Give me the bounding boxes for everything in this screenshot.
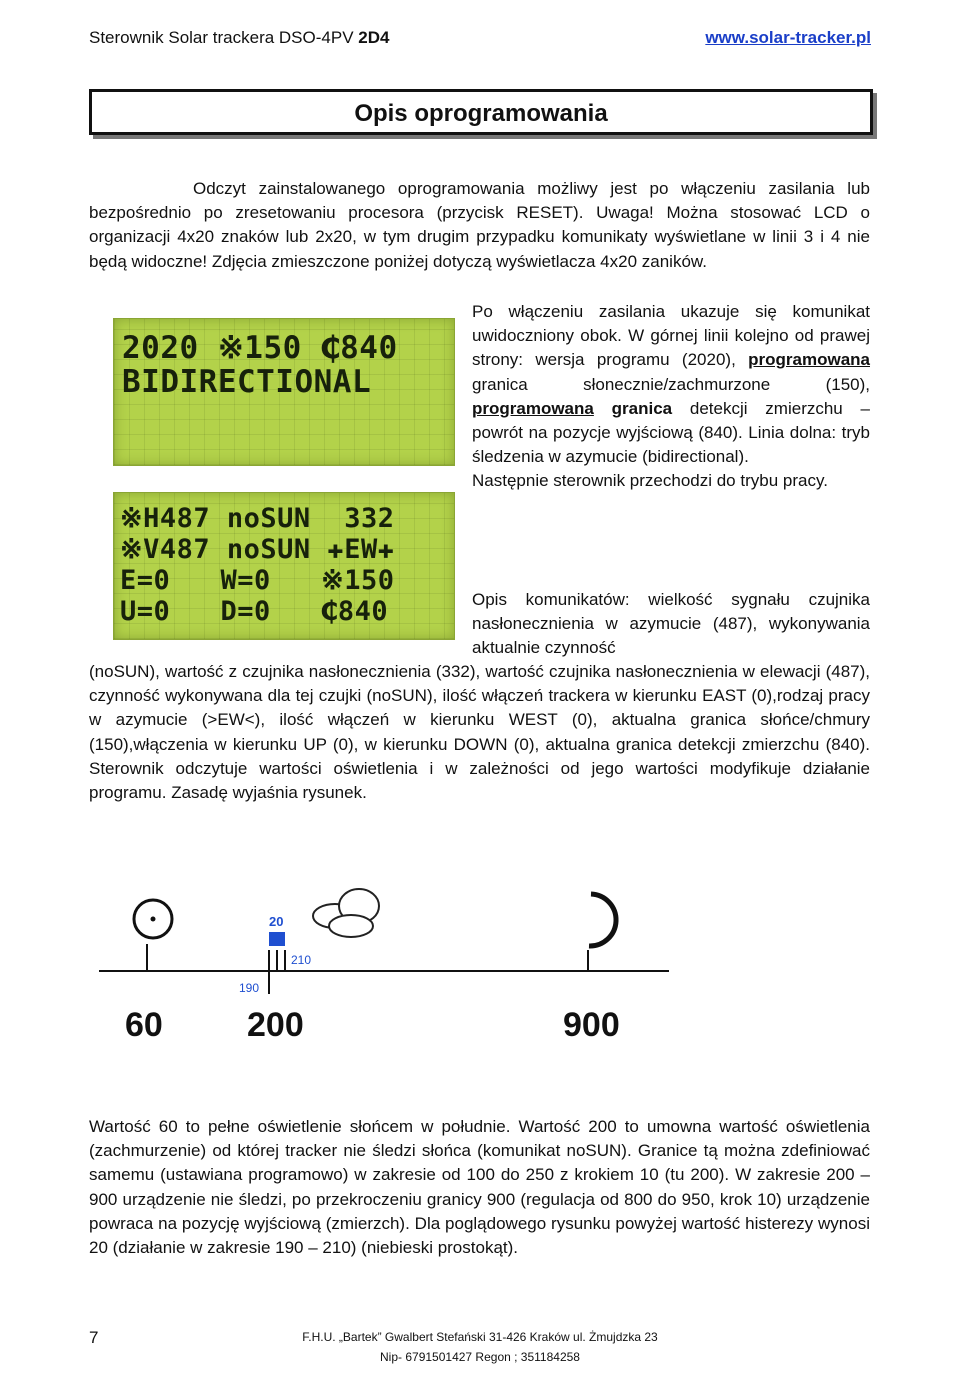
footer-company: F.H.U. „Bartek” Gwalbert Stefański 31-426 Kraków ul. Żmujdzka 23: [302, 1330, 658, 1344]
label-200: 200: [247, 1006, 304, 1044]
next-mode-paragraph: Następnie sterownik przechodzi do trybu pracy.: [472, 471, 828, 491]
header-title: Sterownik Solar trackera DSO-4PV 2D4: [89, 28, 390, 47]
cloud-icon: [313, 889, 379, 937]
page-header: [89, 28, 871, 54]
moon-icon: [589, 894, 616, 946]
hysteresis-box: [269, 932, 285, 946]
underlined-term: programowana: [748, 350, 870, 370]
label-210: 210: [291, 953, 312, 967]
underlined-term: programowana: [472, 398, 594, 418]
label-900: 900: [563, 1006, 620, 1044]
label-190: 190: [239, 981, 260, 995]
page-number: 7: [89, 1328, 99, 1347]
threshold-diagram: [89, 876, 679, 1056]
header-website-link[interactable]: www.solar-tracker.pl: [705, 28, 871, 47]
header-model: 2D4: [358, 28, 390, 47]
section-title: Opis oprogramowania: [89, 89, 873, 135]
lcd-line: 2020 ※150 ₵840: [122, 330, 398, 366]
lcd-line: ※H487 noSUN 332: [120, 503, 395, 534]
startup-paragraph: Po włączeniu zasilania ukazuje się komunikat uwidoczniony obok. W górnej linii kolejno od prawej strony: wersja programu (2020), programowana granica słonecznie/zachmurzone (150), programowana granica detekcji zmierzchu – powrót na pozycje wyjściową (840). Linia dolna: tryb śledzenia w azymucie (bidirectional).: [472, 302, 870, 467]
lcd-line: E=0 W=0 ※150: [120, 565, 395, 596]
lcd-line: U=0 D=0 ₵840: [120, 596, 389, 627]
intro-text: Odczyt zainstalowanego oprogramowania możliwy jest po włączeniu zasilania lub bezpośrednio po zresetowaniu procesora (przycisk RESET). Uwaga! Można stosować LCD o organizacji 4x20 znaków lub 2x20, w tym drugim przypadku komunikaty wyświetlane w linii 3 i 4 nie będą widoczne! Zdjęcia zmieszczone poniżej dotyczą wyświetlacza 4x20 zaników.: [89, 179, 870, 271]
messages-description: (noSUN), wartość z czujnika nasłonecznienia (332), wartość czujnika nasłonecznienia w elewacji (487), czynność wykonywana dla tej czujki (noSUN), ilość włączeń trackera w kierunku EAST (0),rodzaj pracy w azymucie (>EW<), ilość włączeń w kierunku WEST (0), aktualna granica słońce/chmury (150),włączenia w kierunku UP (0), w kierunku DOWN (0), aktualna granica detekcji zmierzchu (840). Sterownik odczytuje wartości oświetlenia i w zależności od jego wartości modyfikuje działanie programu. Zasadę wyjaśnia rysunek.: [89, 662, 870, 803]
intro-paragraph: [89, 177, 870, 274]
lcd-photo-work-mode: [113, 492, 455, 640]
hysteresis-label: 20: [269, 914, 284, 929]
explanation-paragraph: Wartość 60 to pełne oświetlenie słońcem w południe. Wartość 200 to umowna wartość oświetlenia (zachmurzenie) od której tracker nie śledzi słońca (komunikat noSUN). Granice tą można zdefiniować samemu (ustawiana programowo) w zakresie od 100 do 250 z krokiem 10 (tu 200). W zakresie 200 – 900 urządzenie nie śledzi, po przekroczeniu granicy 900 (regulacja od 800 do 950, krok 10) urządzenie powraca na pozycję wyjściową (zmierzch). Dla poglądowego rysunku powyżej wartość histerezy wynosi 20 (działanie w zakresie 190 – 210) (niebieski prostokąt).: [89, 1117, 870, 1258]
messages-description-side: Opis komunikatów: wielkość sygnału czujnika nasłonecznienia w azymucie (487), wykonywania aktualnie czynność: [472, 590, 870, 658]
lcd-line: ※V487 noSUN ✚EW✚: [120, 534, 395, 565]
startup-description: [472, 300, 870, 494]
label-60: 60: [125, 1006, 163, 1044]
lcd-photo-startup: [113, 318, 455, 466]
lcd-line: BIDIRECTIONAL: [122, 364, 372, 400]
footer-ids: Nip- 6791501427 Regon ; 351184258: [380, 1350, 580, 1364]
